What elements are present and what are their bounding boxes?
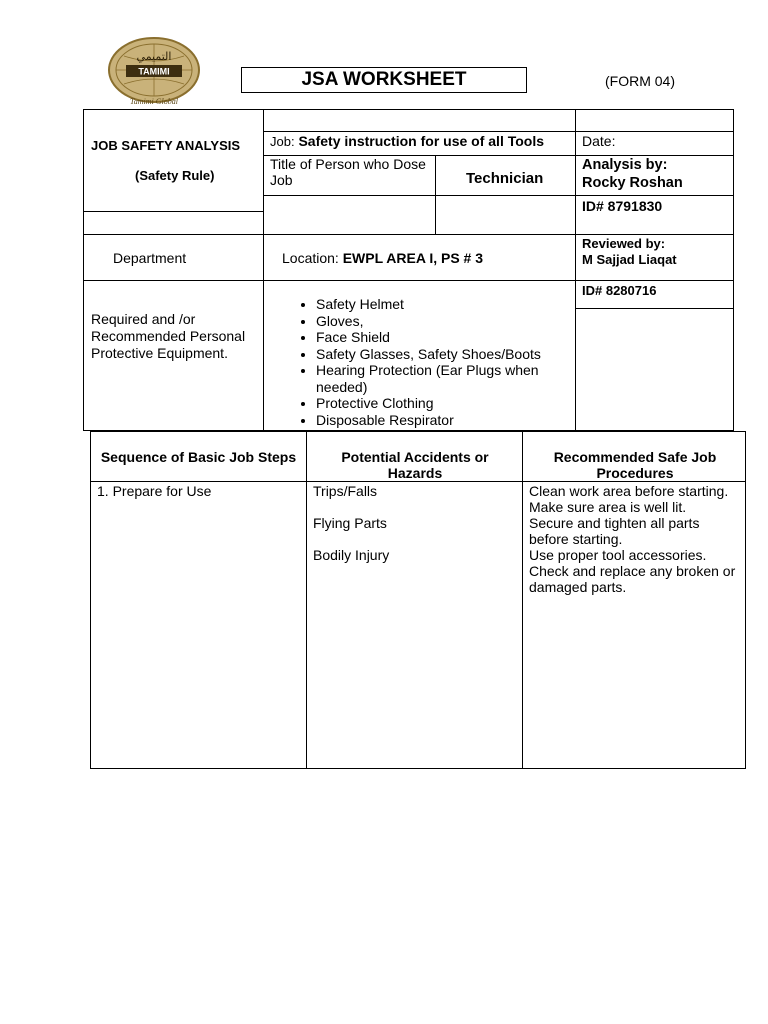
logo-text-top: TAMIMI bbox=[138, 66, 170, 77]
list-item: • Face Shield bbox=[316, 329, 576, 346]
header-hazards: Potential Accidents or Hazards bbox=[341, 449, 489, 481]
header-job-steps: Sequence of Basic Job Steps bbox=[100, 449, 297, 465]
header-procedures: Recommended Safe Job Procedures bbox=[553, 449, 717, 481]
jsa-title: JOB SAFETY ANALYSIS bbox=[91, 138, 241, 153]
location-value: EWPL AREA I, PS # 3 bbox=[342, 250, 484, 266]
logo-text-bottom: Tamimi Global bbox=[130, 97, 178, 106]
hazard-item: Flying Parts bbox=[313, 515, 387, 531]
analysis-label: Analysis by: bbox=[582, 157, 668, 173]
date-label: Date: bbox=[582, 133, 616, 149]
location-label: Location: bbox=[282, 250, 339, 266]
job-step: 1. Prepare for Use bbox=[97, 483, 212, 499]
ppe-label: Required and /or Recommended Personal Protective Equipment. bbox=[91, 311, 246, 361]
jsa-subtitle: (Safety Rule) bbox=[135, 168, 215, 183]
location-row bbox=[282, 250, 483, 266]
ppe-list bbox=[292, 296, 576, 428]
list-item: • Protective Clothing bbox=[316, 395, 576, 412]
job-row bbox=[270, 133, 544, 150]
analysis-id: ID# 8791830 bbox=[582, 198, 663, 214]
person-title-value: Technician bbox=[466, 170, 544, 187]
company-logo bbox=[104, 36, 204, 108]
list-item: • Hearing Protection (Ear Plugs when needed) bbox=[316, 362, 576, 395]
hazard-item: Trips/Falls bbox=[313, 483, 378, 499]
analysis-name: Rocky Roshan bbox=[582, 175, 683, 191]
list-item: • Safety Helmet bbox=[316, 296, 576, 313]
reviewed-id: ID# 8280716 bbox=[582, 283, 657, 298]
logo-text-arabic: التميمي bbox=[136, 50, 172, 63]
job-label: Job: bbox=[270, 134, 295, 149]
procedure-item: Check and replace any broken or damaged parts. bbox=[529, 563, 736, 595]
form-number: (FORM 04) bbox=[605, 73, 675, 89]
list-item: • Safety Glasses, Safety Shoes/Boots bbox=[316, 346, 576, 363]
job-value: Safety instruction for use of all Tools bbox=[298, 133, 545, 149]
procedure-item: Make sure area is well lit. bbox=[529, 499, 687, 515]
procedure-item: Clean work area before starting. bbox=[529, 483, 729, 499]
list-item: • Disposable Respirator bbox=[316, 412, 576, 429]
worksheet-title: JSA WORKSHEET bbox=[241, 67, 527, 93]
procedure-item: Secure and tighten all parts before starting. bbox=[529, 515, 700, 547]
reviewed-name: M Sajjad Liaqat bbox=[582, 252, 677, 267]
reviewed-label: Reviewed by: bbox=[582, 236, 666, 251]
list-item: • Gloves, bbox=[316, 313, 576, 330]
person-title-label: Title of Person who Dose Job bbox=[270, 156, 426, 188]
procedure-item: Use proper tool accessories. bbox=[529, 547, 707, 563]
department-label: Department bbox=[113, 250, 187, 266]
hazard-item: Bodily Injury bbox=[313, 547, 390, 563]
